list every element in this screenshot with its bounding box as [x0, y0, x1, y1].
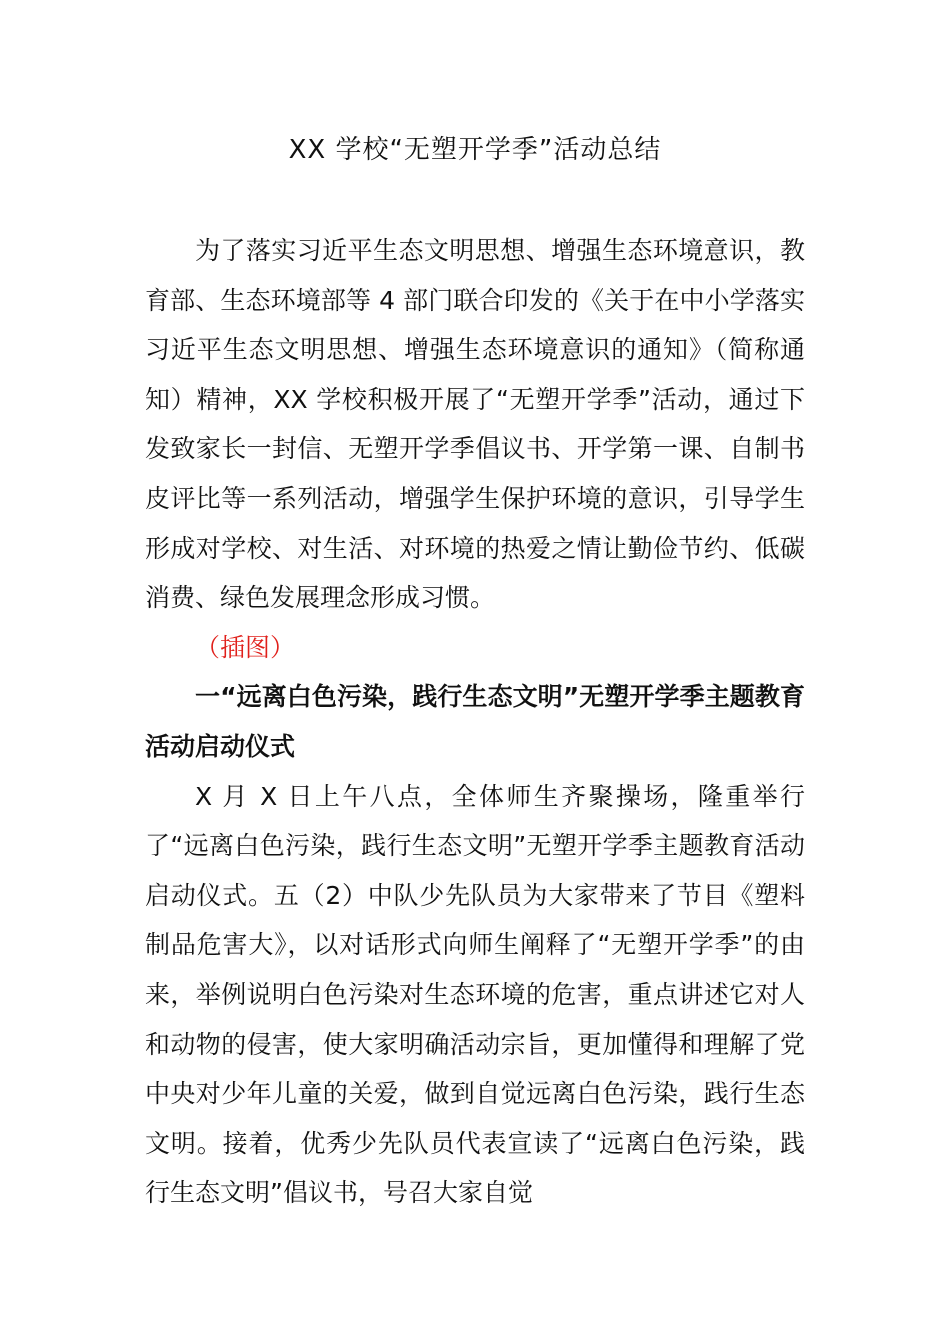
intro-paragraph: 为了落实习近平生态文明思想、增强生态环境意识，教育部、生态环境部等 4 部门联合印发的《关于在中小学落实习近平生态文明思想、增强生态环境意识的通知》（简称通知）精神，XX 学校积极开展了“无塑开学季”活动，通过下发致家长一封信、无塑开学季倡议书、开学第一课、自制书皮评比等一系列活动，增强学生保护环境的意识，引导学生形成对学校、对生活、对环境的热爱之情让勤俭节约、低碳消费、绿色发展理念形成习惯。: [145, 236, 805, 613]
image-placeholder-note: （插图）: [195, 632, 296, 662]
document-title: XX 学校“无塑开学季”活动总结: [288, 135, 662, 165]
section-paragraph: X 月 X 日上午八点，全体师生齐聚操场，隆重举行了“远离白色污染，践行生态文明”无塑开学季主题教育活动启动仪式。五（2）中队少先队员为大家带来了节目《塑料制品危害大》，以对话形式向师生阐释了“无塑开学季”的由来，举例说明白色污染对生态环境的危害，重点讲述它对人和动物的侵害，使大家明确活动宗旨，更加懂得和理解了党中央对少年儿童的关爱，做到自觉远离白色污染，践行生态文明。接着，优秀少先队员代表宣读了“远离白色污染，践行生态文明”倡议书，号召大家自觉: [145, 781, 805, 1208]
section-heading: 一“远离白色污染，践行生态文明”无塑开学季主题教育活动启动仪式: [145, 682, 805, 761]
document-body: [145, 226, 805, 1218]
